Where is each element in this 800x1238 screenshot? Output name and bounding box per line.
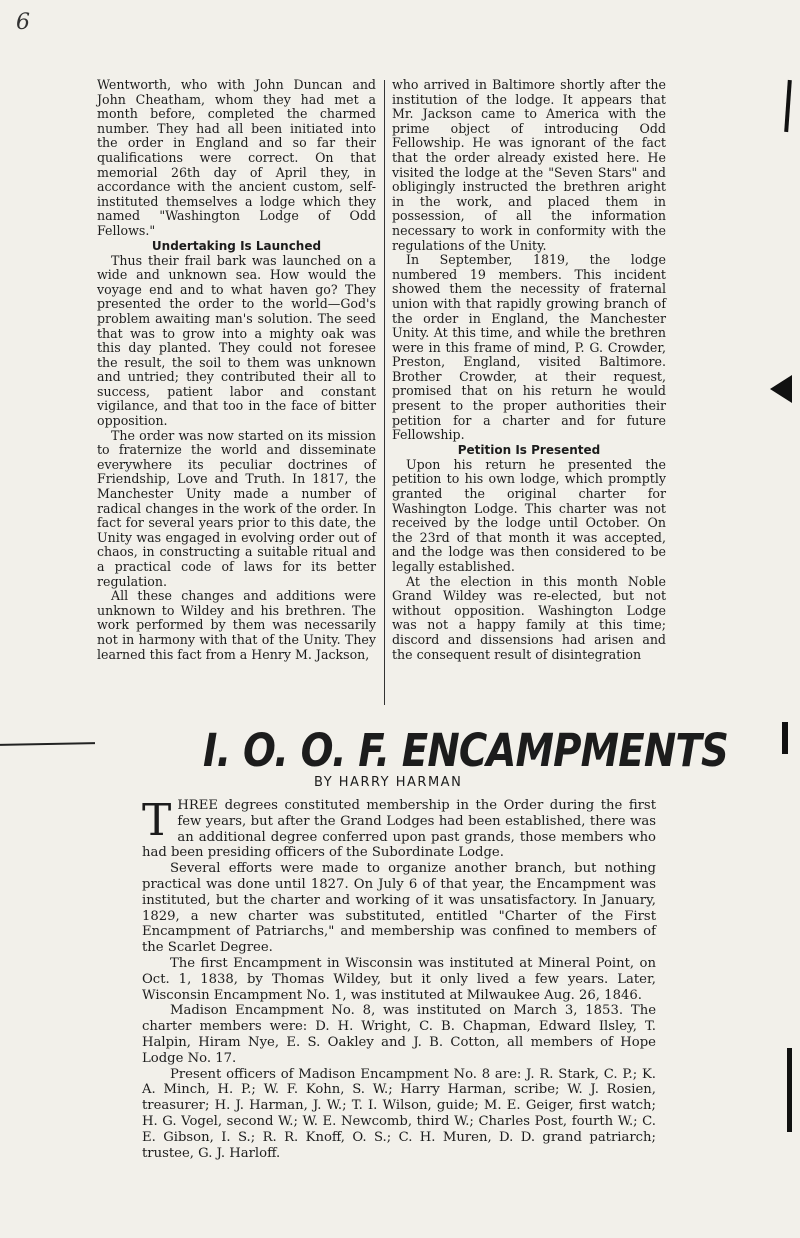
subheading: Undertaking Is Launched [151, 238, 322, 253]
column-rule [384, 80, 385, 705]
upper-right-column [392, 78, 666, 662]
divider-line [0, 742, 95, 746]
article-headline: I. O. O. F. ENCAMPMENTS [203, 724, 728, 777]
drop-cap: T [142, 795, 172, 846]
scan-mark [787, 1048, 792, 1132]
subheading: Petition Is Presented [457, 442, 601, 457]
page-number: 6 [16, 10, 30, 35]
paragraph: The first Encampment in Wisconsin was instituted at Mineral Point, on Oct. 1, 1838, by Thomas Wildey, but it only lived a few years. Later, Wisconsin Encampment No. 1, was instituted at Milwaukee Aug. 26, 1846. [142, 955, 656, 1003]
scan-arrow-mark [770, 375, 792, 403]
paragraph: All these changes and additions were unknown to Wildey and his brethren. The work performed by them was necessarily not in harmony with that of the Unity. They learned this fact from a Henry M. Jackson, [97, 588, 376, 662]
scan-mark [784, 80, 792, 132]
paragraph: Wentworth, who with John Duncan and John Cheatham, whom they had met a month before, completed the charmed number. They had all been initiated into the order in England and so far their qualifications were correct. On that memorial 26th day of April they, in accordance with the ancient custom, self-instituted themselves a lodge which they named "Washington Lodge of Odd Fellows." [97, 77, 376, 238]
paragraph: At the election in this month Noble Grand Wildey was re-elected, but not without opposition. Washington Lodge was not a happy family at this time; discord and dissensions had arisen and the consequent result of disintegration [392, 573, 666, 662]
paragraph: who arrived in Baltimore shortly after the institution of the lodge. It appears that Mr. Jackson came to America with the prime object of introducing Odd Fellowship. He was ignorant of the fact that the order already existed here. He visited the lodge at the "Seven Stars" and obligingly instructed the brethren aright in the work, and placed them in possession, of all the information necessary to work in conformity with the regulations of the Unity. [392, 77, 666, 253]
article-body [142, 795, 656, 1161]
paragraph: Several efforts were made to organize another branch, but nothing practical was done until 1827. On July 6 of that year, the Encampment was instituted, but the charter and working of it was unsatisfactory. In January, 1829, a new charter was substituted, entitled "Charter of the First Encampment of Patriarchs," and membership was confined to members of the Scarlet Degree. [142, 861, 656, 956]
article-byline: BY HARRY HARMAN [314, 775, 463, 790]
paragraph: Madison Encampment No. 8, was instituted on March 3, 1853. The charter members were: D. H. Wright, C. B. Chapman, Edward Ilsley, T. Halpin, Hiram Nye, E. S. Oakley and J. B. Cotton, all members of Hope Lodge No. 17. [142, 1003, 656, 1066]
paragraph: Present officers of Madison Encampment No. 8 are: J. R. Stark, C. P.; K. A. Minch, H. P.; W. F. Kohn, S. W.; Harry Harman, scribe; W. J. Rosien, treasurer; H. J. Harman, J. W.; T. I. Wilson, guide; M. E. Geiger, first watch; H. G. Vogel, second W.; W. E. Newcomb, third W.; Charles Post, fourth W.; C. E. Gibson, I. S.; R. R. Knoff, O. S.; C. H. Muren, D. D. grand patriarch; trustee, G. J. Harloff. [142, 1066, 656, 1161]
paragraph: Upon his return he presented the petition to his own lodge, which promptly granted the original charter for Washington Lodge. This charter was not received by the lodge until October. On the 23rd of that month it was accepted, and the lodge was then considered to be legally established. [392, 456, 666, 574]
upper-left-column [97, 78, 376, 662]
scan-mark [782, 722, 788, 754]
paragraph: Thus their frail bark was launched on a wide and unknown sea. How would the voyage end and to what haven go? They presented the order to the world—God's problem awaiting man's solution. The seed that was to grow into a mighty oak was this day planted. They could not foresee the result, the soil to them was unknown and untried; they contributed their all to success, patient labor and constant vigilance, and that too in the face of bitter opposition. [97, 252, 376, 429]
paragraph: In September, 1819, the lodge numbered 19 members. This incident showed them the necessity of fraternal union with that rapidly growing branch of the order in England, the Manchester Unity. At this time, and while the brethren were in this frame of mind, P. G. Crowder, Preston, England, visited Baltimore. Brother Crowder, at their request, promised that on his return he would present to the proper authorities their petition for a charter and for future Fellowship. [392, 252, 666, 443]
paragraph-text: HREE degrees constituted membership in the Order during the first few years, but after the Grand Lodges had been established, there was an additional degree conferred upon past grands, those members who had been presiding officers of the Subordinate Lodge. [142, 798, 656, 861]
paragraph [142, 795, 656, 861]
paragraph: The order was now started on its mission to fraternize the world and disseminate everywhere its peculiar doctrines of Friendship, Love and Truth. In 1817, the Manchester Unity made a number of radical changes in the work of the order. In fact for several years prior to this date, the Unity was engaged in evolving order out of chaos, in constructing a suitable ritual and a practical code of laws for its better regulation. [97, 427, 376, 589]
